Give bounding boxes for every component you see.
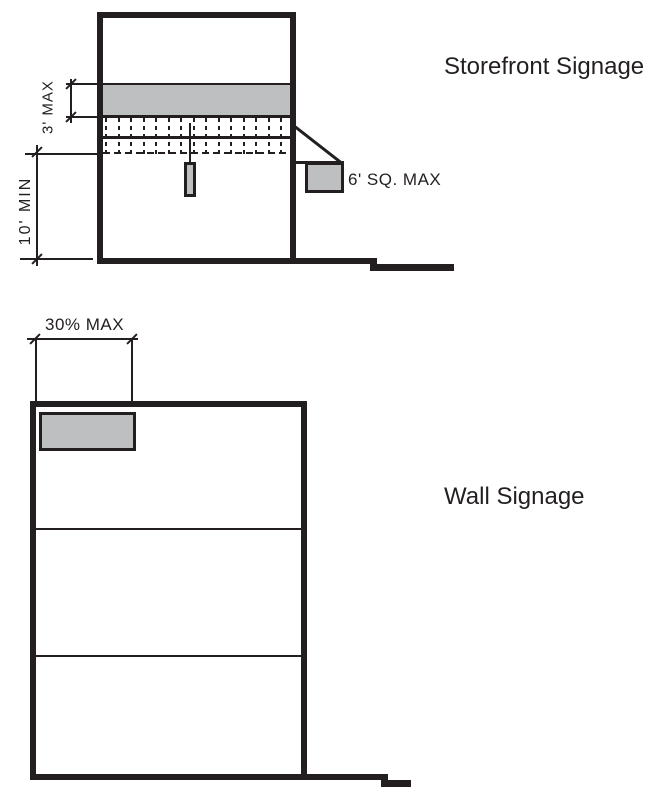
blade-sign: [184, 162, 196, 197]
wall-ground-line: [30, 774, 388, 781]
wall-sign-width-dim-line: [27, 338, 138, 340]
projecting-sign-callout-diagonal: [292, 124, 343, 165]
band-dim-label: 3' MAX: [39, 80, 57, 134]
wall-curb-step: [381, 780, 411, 787]
clearance-dim-line: [36, 145, 38, 266]
clearance-dim-extension-top: [25, 153, 97, 155]
storefront-diagram-title: Storefront Signage: [444, 53, 645, 80]
projecting-sign: [305, 162, 344, 193]
wall-sign: [39, 412, 136, 451]
floor-line-lower: [36, 655, 301, 657]
wall-dim-extension-left: [35, 338, 37, 401]
wall-building-outline: [30, 401, 307, 780]
storefront-sign-band: [103, 83, 290, 118]
storefront-curb-step: [370, 264, 454, 271]
projecting-sign-label: 6' SQ. MAX: [348, 170, 442, 189]
awning-bottom-dashed-line: [103, 152, 290, 154]
wall-dim-extension-right: [131, 338, 133, 401]
blade-sign-support: [189, 123, 191, 163]
wall-sign-width-dim-label: 30% MAX: [45, 315, 125, 334]
wall-diagram-title: Wall Signage: [444, 483, 585, 510]
storefront-ground-line: [97, 258, 377, 265]
clearance-dim-extension-bottom: [20, 258, 93, 260]
storefront-window-head-line: [103, 136, 290, 139]
clearance-dim-label: 10' MIN: [17, 176, 34, 246]
floor-line-upper: [36, 528, 301, 530]
